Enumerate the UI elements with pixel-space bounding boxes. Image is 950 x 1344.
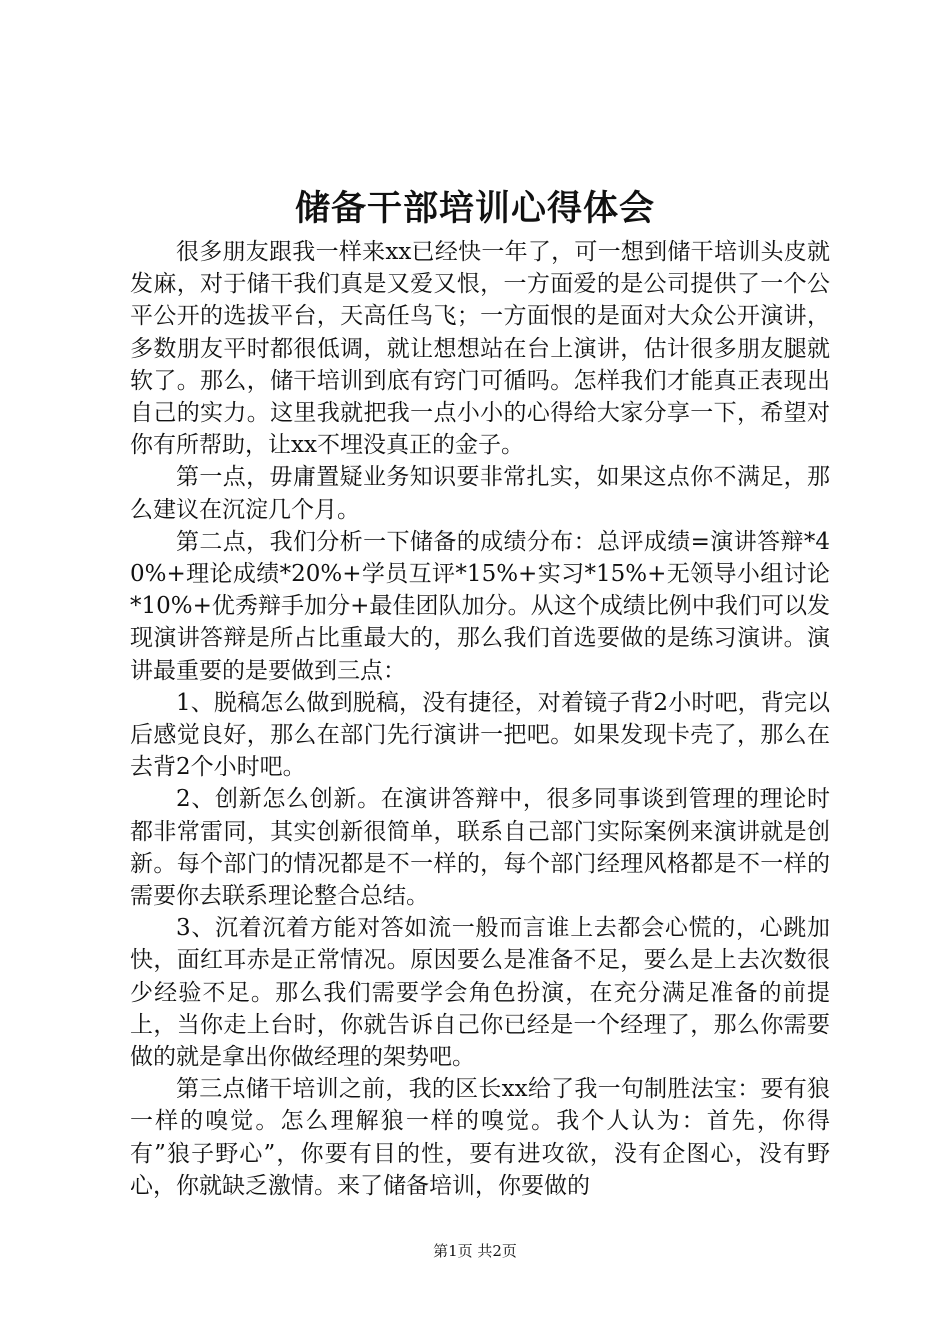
paragraph-item-1: 1、脱稿怎么做到脱稿，没有捷径，对着镜子背2小时吧，背完以后感觉良好，那么在部门先行演讲一把吧。如果发现卡壳了，那么在去背2个小时吧。 xyxy=(130,689,830,781)
paragraph-point-one: 第一点，毋庸置疑业务知识要非常扎实，如果这点你不满足，那么建议在沉淀几个月。 xyxy=(130,464,830,523)
page-number: 第1页 共2页 xyxy=(433,1242,517,1260)
paragraph-intro: 很多朋友跟我一样来xx已经快一年了，可一想到储干培训头皮就发麻，对于储干我们真是又爱又恨，一方面爱的是公司提供了一个公平公开的选拔平台，天高任鸟飞；一方面恨的是面对大众公开演讲，多数朋友平时都很低调，就让想想站在台上演讲，估计很多朋友腿就软了。那么，储干培训到底有窍门可循吗。怎样我们才能真正表现出自己的实力。这里我就把我一点小小的心得给大家分享一下，希望对你有所帮助，让xx不埋没真正的金子。 xyxy=(130,239,830,459)
paragraph-point-two: 第二点，我们分析一下储备的成绩分布：总评成绩=演讲答辩*40%+理论成绩*20%+学员互评*15%+实习*15%+无领导小组讨论*10%+优秀辩手加分+最佳团队加分。从这个成绩比例中我们可以发现演讲答辩是所占比重最大的，那么我们首选要做的是练习演讲。演讲最重要的是要做到三点： xyxy=(130,528,830,684)
page-title: 储备干部培训心得体会 xyxy=(294,188,655,229)
document-body xyxy=(130,236,830,1202)
paragraph-item-3: 3、沉着沉着方能对答如流一般而言谁上去都会心慌的，心跳加快，面红耳赤是正常情况。原因要么是准备不足，要么是上去次数很少经验不足。那么我们需要学会角色扮演，在充分满足准备的前提上，当你走上台时，你就告诉自己你已经是一个经理了，那么你需要做的就是拿出你做经理的架势吧。 xyxy=(130,915,830,1071)
paragraph-item-2: 2、创新怎么创新。在演讲答辩中，很多同事谈到管理的理论时都非常雷同，其实创新很简单，联系自己部门实际案例来演讲就是创新。每个部门的情况都是不一样的，每个部门经理风格都是不一样的需要你去联系理论整合总结。 xyxy=(130,786,830,910)
paragraph-point-three: 第三点储干培训之前，我的区长xx给了我一句制胜法宝：要有狼一样的嗅觉。怎么理解狼一样的嗅觉。我个人认为：首先，你得有”狼子野心”，你要有目的性，要有进攻欲，没有企图心，没有野心，你就缺乏激情。来了储备培训，你要做的 xyxy=(130,1076,830,1199)
